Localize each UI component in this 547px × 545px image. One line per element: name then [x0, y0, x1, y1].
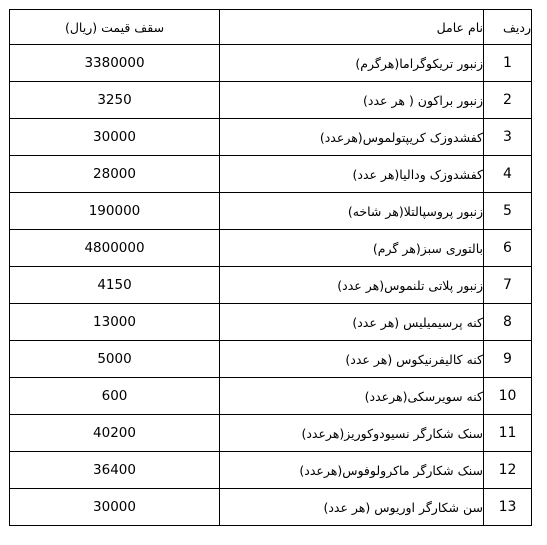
table-body	[10, 45, 532, 526]
price-cell: 30000	[10, 489, 220, 526]
price-cell: 4150	[10, 267, 220, 304]
row-number-cell: 5	[484, 193, 532, 230]
header-name: نام عامل	[220, 10, 484, 45]
price-cell: 36400	[10, 452, 220, 489]
agent-name-cell: سنک شکارگر ماکرولوفوس(هرعدد)	[220, 452, 484, 489]
agent-name-cell: کنه سویرسکی(هرعدد)	[220, 378, 484, 415]
price-cell: 40200	[10, 415, 220, 452]
table-row	[10, 45, 532, 82]
table-row	[10, 304, 532, 341]
row-number-cell: 8	[484, 304, 532, 341]
agent-name-cell: زنبور پروسپالتلا(هر شاخه)	[220, 193, 484, 230]
header-row	[10, 10, 532, 45]
agent-name-cell: زنبور تریکوگراما(هرگرم)	[220, 45, 484, 82]
table-row	[10, 119, 532, 156]
agent-name-cell: کفشدوزک ودالیا(هر عدد)	[220, 156, 484, 193]
agent-name-cell: کنه پرسیمیلیس (هر عدد)	[220, 304, 484, 341]
price-cell: 600	[10, 378, 220, 415]
row-number-cell: 3	[484, 119, 532, 156]
row-number-cell: 12	[484, 452, 532, 489]
agent-name-cell: سن شکارگر اوریوس (هر عدد)	[220, 489, 484, 526]
table-row	[10, 82, 532, 119]
agent-name-cell: زنبور براکون ( هر عدد)	[220, 82, 484, 119]
price-cell: 13000	[10, 304, 220, 341]
price-cell: 28000	[10, 156, 220, 193]
row-number-cell: 6	[484, 230, 532, 267]
price-cell: 3250	[10, 82, 220, 119]
price-cell: 3380000	[10, 45, 220, 82]
table-row	[10, 341, 532, 378]
agent-name-cell: بالتوری سبز(هر گرم)	[220, 230, 484, 267]
row-number-cell: 11	[484, 415, 532, 452]
agent-name-cell: زنبور پلاتی تلنموس(هر عدد)	[220, 267, 484, 304]
price-cell: 190000	[10, 193, 220, 230]
price-cell: 30000	[10, 119, 220, 156]
price-cell: 5000	[10, 341, 220, 378]
table-row	[10, 378, 532, 415]
table-row	[10, 415, 532, 452]
row-number-cell: 1	[484, 45, 532, 82]
row-number-cell: 10	[484, 378, 532, 415]
price-cell: 4800000	[10, 230, 220, 267]
agent-name-cell: کفشدوزک کریپتولموس(هرعدد)	[220, 119, 484, 156]
agent-name-cell: کنه کالیفرنیکوس (هر عدد)	[220, 341, 484, 378]
table-row	[10, 193, 532, 230]
table-row	[10, 267, 532, 304]
row-number-cell: 4	[484, 156, 532, 193]
price-table	[9, 9, 532, 526]
table-row	[10, 489, 532, 526]
row-number-cell: 13	[484, 489, 532, 526]
table-row	[10, 452, 532, 489]
row-number-cell: 7	[484, 267, 532, 304]
agent-name-cell: سنک شکارگر نسیودوکوریز(هرعدد)	[220, 415, 484, 452]
header-price: سقف قیمت (ریال)	[10, 10, 220, 45]
table-row	[10, 230, 532, 267]
header-radif: ردیف	[484, 10, 532, 45]
table-row	[10, 156, 532, 193]
row-number-cell: 2	[484, 82, 532, 119]
row-number-cell: 9	[484, 341, 532, 378]
